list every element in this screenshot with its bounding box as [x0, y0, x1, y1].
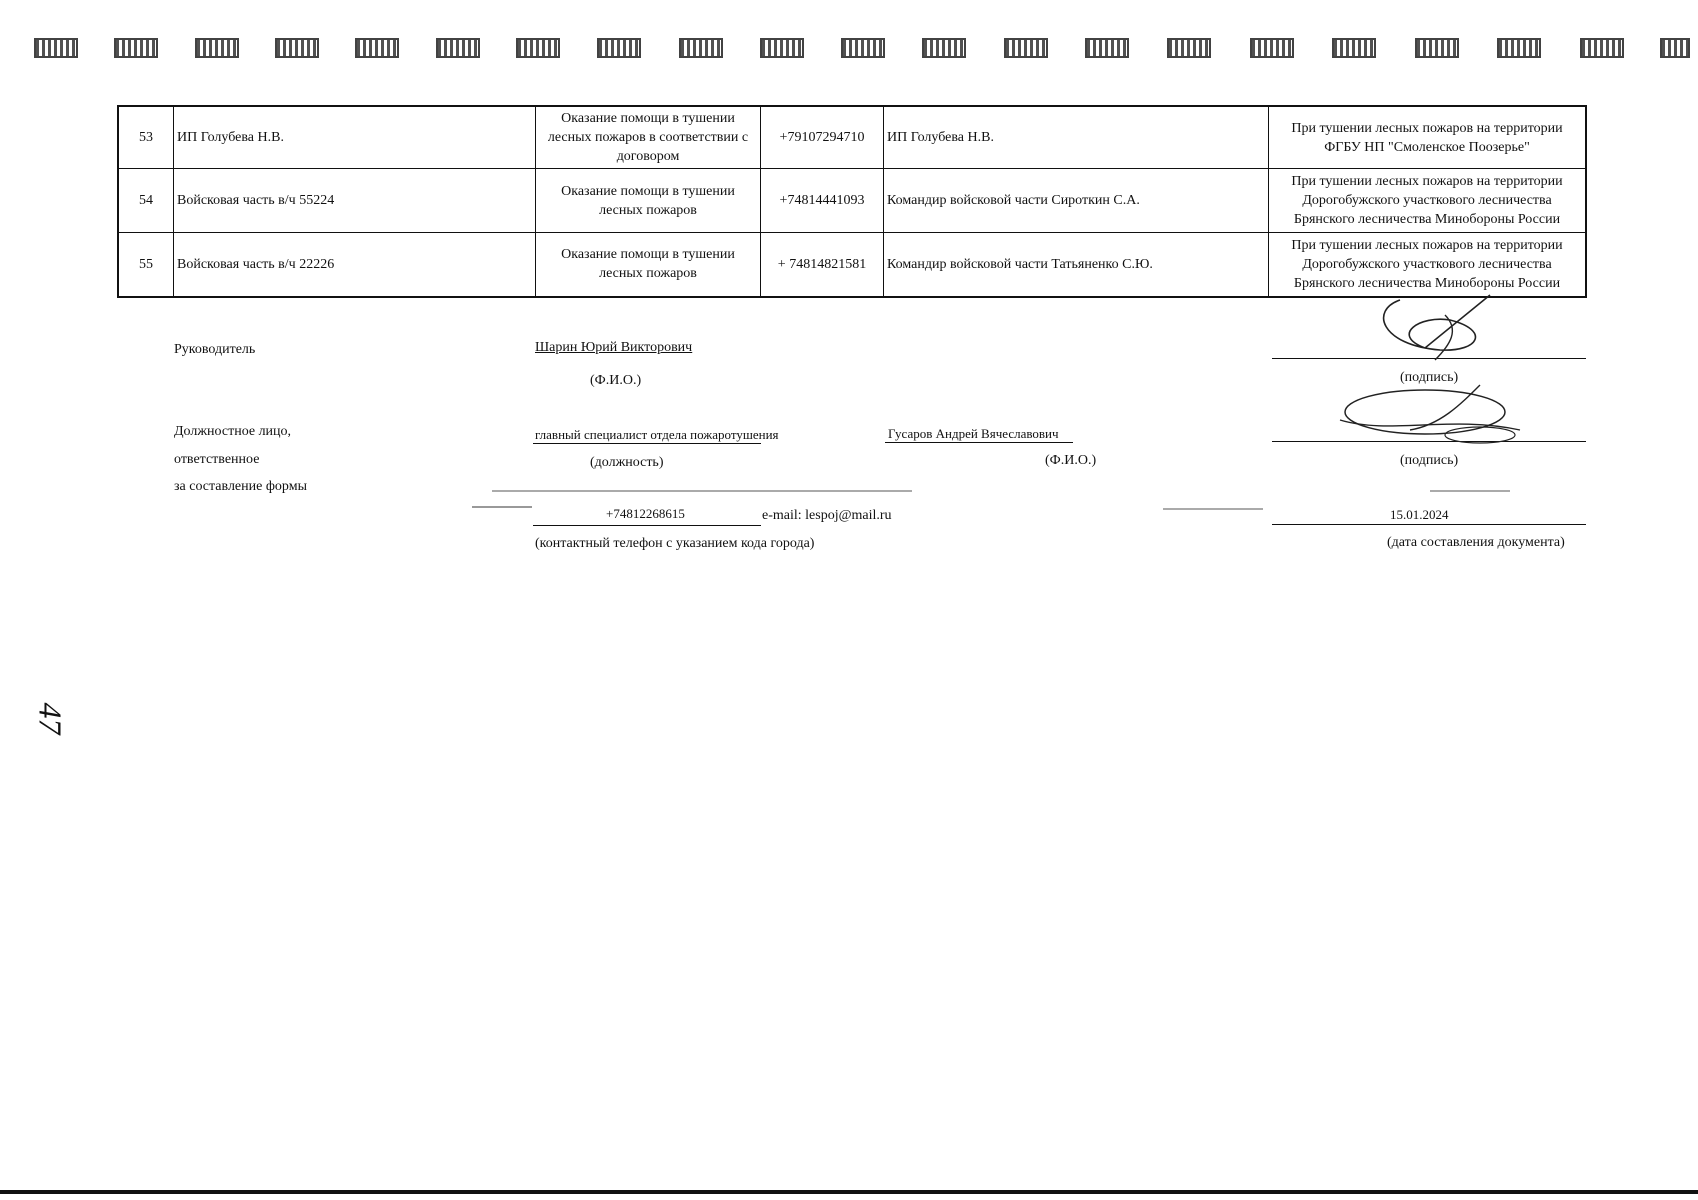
perforation-mark — [436, 38, 480, 58]
row-number: 55 — [118, 233, 174, 297]
contact-person: ИП Голубева Н.В. — [884, 106, 1269, 169]
official-label-line1: Должностное лицо, — [174, 424, 292, 439]
contact-phone: +74812268615 — [606, 506, 685, 521]
official-label-line2: ответственное — [174, 452, 260, 467]
perforation-mark — [34, 38, 78, 58]
phone-number: +74814441093 — [761, 169, 884, 233]
contact-person: Командир войсковой части Татьяненко С.Ю. — [884, 233, 1269, 297]
perforation-mark — [114, 38, 158, 58]
official-name: Гусаров Андрей Вячеславович — [888, 426, 1059, 441]
scan-noise — [1163, 508, 1263, 510]
perforation-mark — [760, 38, 804, 58]
phone-number: +79107294710 — [761, 106, 884, 169]
perforation-mark — [1580, 38, 1624, 58]
table-row — [118, 106, 1586, 169]
perforation-mark — [1332, 38, 1376, 58]
contact-person: Командир войсковой части Сироткин С.А. — [884, 169, 1269, 233]
perforation-mark — [1497, 38, 1541, 58]
perforation-mark — [597, 38, 641, 58]
head-name: Шарин Юрий Викторович — [535, 340, 693, 355]
perforation-mark — [1004, 38, 1048, 58]
perforation-mark — [195, 38, 239, 58]
scan-noise — [472, 506, 532, 508]
perforation-mark — [1415, 38, 1459, 58]
perforation-mark — [679, 38, 723, 58]
perforation-mark — [1167, 38, 1211, 58]
resources-table — [117, 105, 1587, 298]
position-caption: (должность) — [590, 455, 664, 470]
date-caption: (дата составления документа) — [1387, 535, 1565, 550]
row-number: 54 — [118, 169, 174, 233]
document-date: 15.01.2024 — [1390, 507, 1449, 522]
contact-email: e-mail: lespoj@mail.ru — [762, 508, 892, 523]
phone-caption: (контактный телефон с указанием кода города) — [535, 536, 815, 551]
perforation-strip — [0, 38, 1698, 68]
location-description: При тушении лесных пожаров на территории Дорогобужского участкового лесничества Брянского лесничества Минобороны России — [1269, 169, 1587, 233]
official-label-line3: за составление формы — [174, 479, 307, 494]
signature-caption: (подпись) — [1400, 370, 1459, 385]
service-description: Оказание помощи в тушении лесных пожаров — [536, 233, 761, 297]
organization-name: ИП Голубева Н.В. — [174, 106, 536, 169]
perforation-mark — [1250, 38, 1294, 58]
fio-caption: (Ф.И.О.) — [1045, 453, 1097, 468]
organization-name: Войсковая часть в/ч 22226 — [174, 233, 536, 297]
fio-caption: (Ф.И.О.) — [590, 373, 642, 388]
official-name-line — [885, 442, 1073, 443]
scan-noise — [1430, 490, 1510, 492]
perforation-mark — [1085, 38, 1129, 58]
bottom-edge — [0, 1190, 1698, 1194]
date-line — [1272, 524, 1586, 525]
location-description: При тушении лесных пожаров на территории Дорогобужского участкового лесничества Брянского лесничества Минобороны России — [1269, 233, 1587, 297]
phone-line — [533, 525, 761, 526]
perforation-mark — [275, 38, 319, 58]
official-signature-icon — [1330, 380, 1540, 455]
page-number: 47 — [32, 702, 69, 735]
official-position: главный специалист отдела пожаротушения — [535, 427, 779, 442]
table-row — [118, 233, 1586, 297]
scan-noise — [492, 490, 912, 492]
organization-name: Войсковая часть в/ч 55224 — [174, 169, 536, 233]
signature-caption: (подпись) — [1400, 453, 1459, 468]
perforation-mark — [841, 38, 885, 58]
service-description: Оказание помощи в тушении лесных пожаров в соответствии с договором — [536, 106, 761, 169]
location-description: При тушении лесных пожаров на территории ФГБУ НП "Смоленское Поозерье" — [1269, 106, 1587, 169]
perforation-mark — [922, 38, 966, 58]
head-label: Руководитель — [174, 342, 256, 357]
perforation-mark — [1660, 38, 1690, 58]
table-row — [118, 169, 1586, 233]
row-number: 53 — [118, 106, 174, 169]
perforation-mark — [516, 38, 560, 58]
head-signature-icon — [1350, 290, 1510, 365]
service-description: Оказание помощи в тушении лесных пожаров — [536, 169, 761, 233]
phone-number: + 74814821581 — [761, 233, 884, 297]
position-line — [533, 443, 761, 444]
perforation-mark — [355, 38, 399, 58]
